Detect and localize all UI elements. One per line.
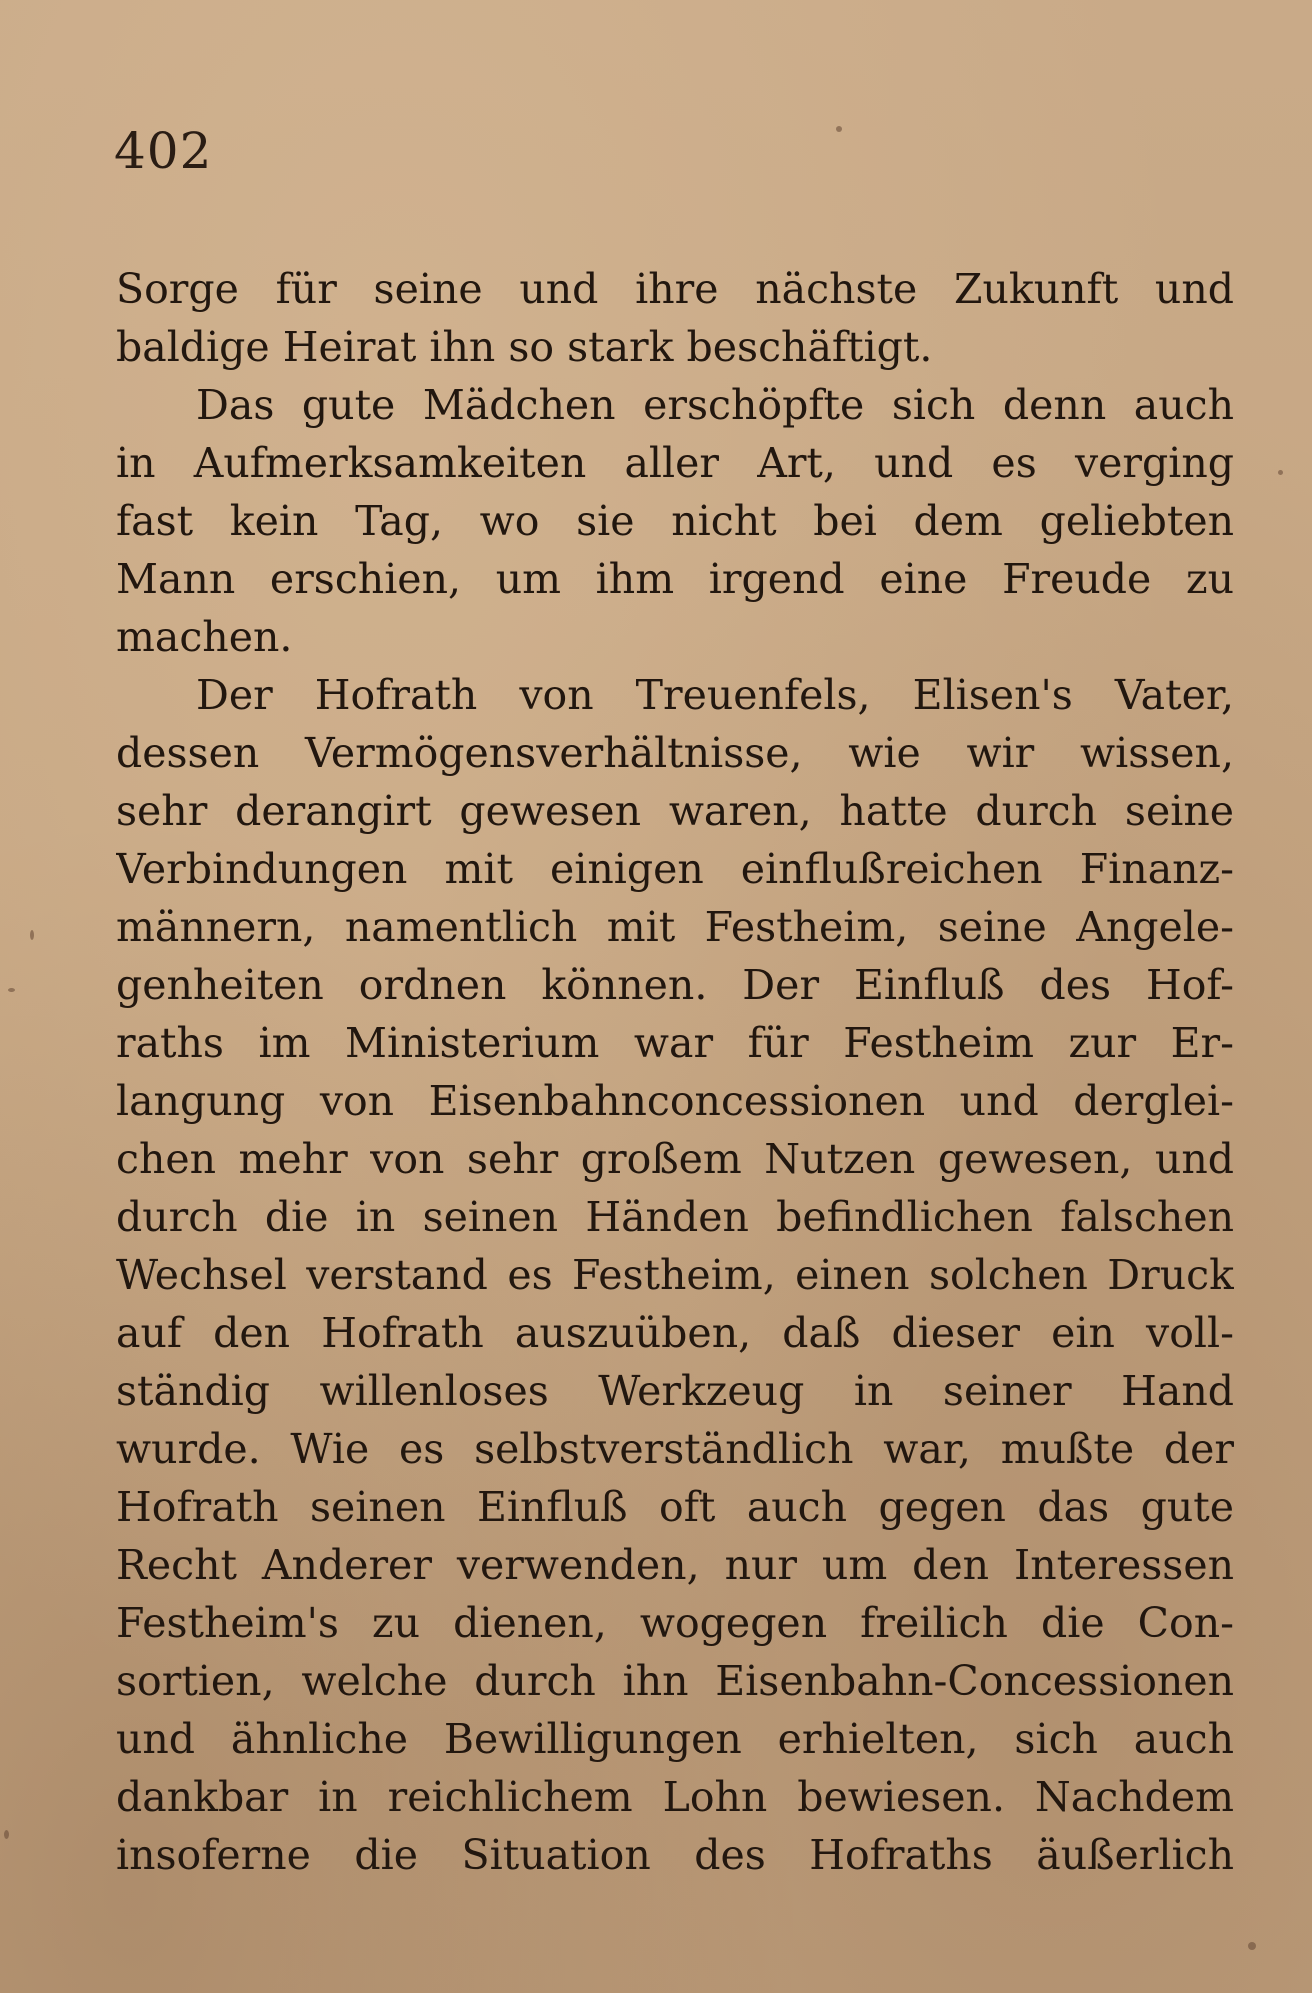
text-line: Mann erschien, um ihm irgend eine Freude zu (116, 555, 1234, 603)
text-line: Sorge für seine und ihre nächste Zukunft und (116, 265, 1234, 313)
text-line: in Aufmerksamkeiten aller Art, und es verging (116, 439, 1234, 487)
text-line: durch die in seinen Händen befindlichen falschen (116, 1193, 1234, 1241)
text-line: Das gute Mädchen erschöpfte sich denn auch (196, 381, 1234, 429)
text-line: ständig willenloses Werkzeug in seiner Hand (116, 1367, 1234, 1415)
text-line: Recht Anderer verwenden, nur um den Interessen (116, 1541, 1234, 1589)
text-line: dessen Vermögensverhältnisse, wie wir wissen, (116, 729, 1234, 777)
page-number: 402 (114, 122, 213, 180)
text-line: chen mehr von sehr großem Nutzen gewesen, und (116, 1135, 1234, 1183)
text-line: Festheim's zu dienen, wogegen freilich die Con- (116, 1599, 1234, 1647)
text-line: raths im Ministerium war für Festheim zur Er- (116, 1019, 1234, 1067)
text-line: genheiten ordnen können. Der Einfluß des Hof- (116, 961, 1234, 1009)
paper-speck (4, 1830, 9, 1839)
text-line: Wechsel verstand es Festheim, einen solchen Druck (116, 1251, 1234, 1299)
text-line: männern, namentlich mit Festheim, seine Angele- (116, 903, 1234, 951)
text-line: langung von Eisenbahnconcessionen und derglei- (116, 1077, 1234, 1125)
text-line: Verbindungen mit einigen einflußreichen Finanz- (116, 845, 1234, 893)
paper-speck (8, 988, 15, 992)
text-line: und ähnliche Bewilligungen erhielten, sich auch (116, 1715, 1234, 1763)
text-line: sortien, welche durch ihn Eisenbahn-Concessionen (116, 1657, 1234, 1705)
text-line: baldige Heirat ihn so stark beschäftigt. (116, 323, 933, 371)
text-line: machen. (116, 613, 293, 661)
text-line: fast kein Tag, wo sie nicht bei dem geliebten (116, 497, 1234, 545)
text-line: Der Hofrath von Treuenfels, Elisen's Vater, (196, 671, 1234, 719)
text-line: sehr derangirt gewesen waren, hatte durch seine (116, 787, 1234, 835)
text-line: auf den Hofrath auszuüben, daß dieser ein voll- (116, 1309, 1234, 1357)
paper-speck (836, 126, 842, 132)
paper-speck (1278, 470, 1283, 475)
text-line: dankbar in reichlichem Lohn bewiesen. Nachdem (116, 1773, 1234, 1821)
body-text (116, 260, 1234, 1884)
text-line: wurde. Wie es selbstverständlich war, mußte der (116, 1425, 1234, 1473)
text-line: Hofrath seinen Einfluß oft auch gegen das gute (116, 1483, 1234, 1531)
text-line: insoferne die Situation des Hofraths äußerlich (116, 1831, 1234, 1879)
paper-speck (1248, 1942, 1256, 1950)
paper-speck (30, 930, 34, 940)
